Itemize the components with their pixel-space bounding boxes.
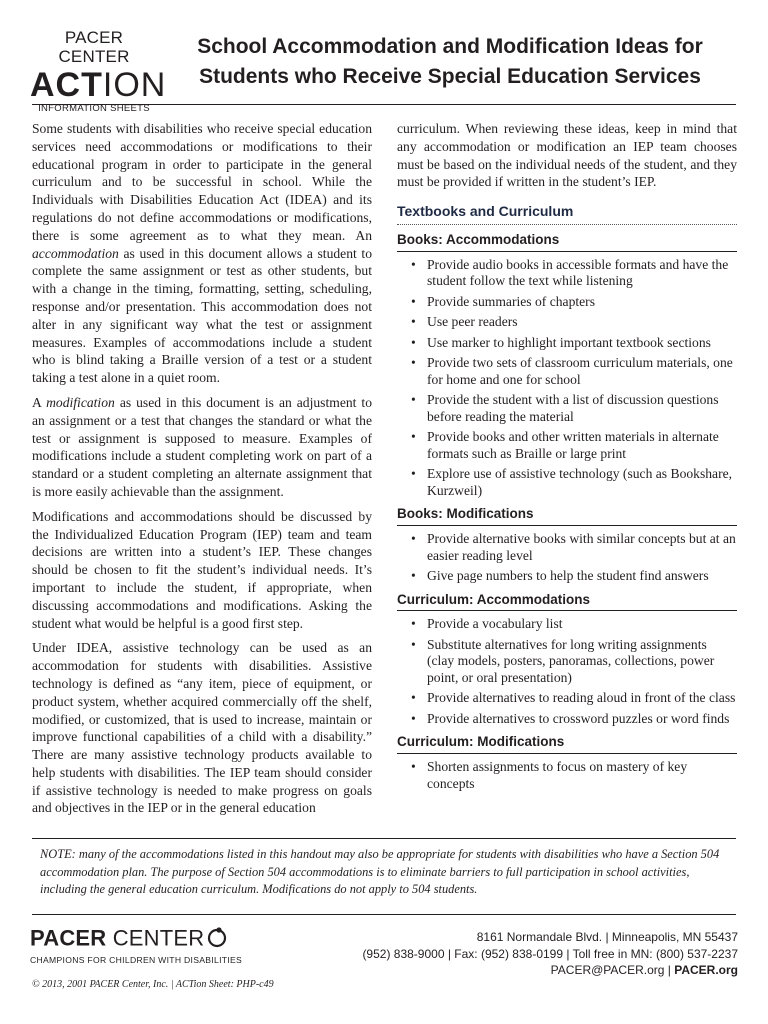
- list-item: • Provide alternatives to reading aloud in front of the class: [427, 690, 737, 707]
- subheading-curriculum-modifications: Curriculum: Modifications: [397, 733, 737, 754]
- iep-paragraph: Modifications and accommodations should be discussed by the Individualized Education Program (IEP) team and team decisions are written into a student’s IEP. These changes should be chosen to fit the student’s individual needs. It’s important to include the student, if appropriate, when discussing accommodations and modifications. Asking the student what would be helpful is a good first step.: [32, 508, 372, 631]
- list-item: • Provide alternatives to crossword puzzles or word finds: [427, 711, 737, 728]
- modification-text-b: as used in this document is an adjustment to an assignment or a test that changes the standard or what the test or assignment is supposed to measure. Examples of modifications include a student completing work on part of a standard or a student completing an alternate assignment that is more easily achievable than the assignment.: [32, 394, 372, 499]
- logo-tagline: CHAMPIONS FOR CHILDREN WITH DISABILITIES: [30, 955, 243, 965]
- left-column: [32, 120, 372, 824]
- intro-emphasis: accommodation: [32, 245, 119, 261]
- right-column: [397, 120, 737, 796]
- list-item: • Shorten assignments to focus on mastery of key concepts: [427, 759, 737, 792]
- pacer-center-logo: [30, 926, 242, 965]
- list-item: • Use peer readers: [427, 314, 737, 331]
- books-accommodations-list: [397, 257, 737, 500]
- modification-paragraph: [32, 394, 372, 501]
- subheading-books-accommodations: Books: Accommodations: [397, 231, 737, 252]
- list-item: • Provide books and other written materials in alternate formats such as Braille or large print: [427, 429, 737, 462]
- list-item: • Provide a vocabulary list: [427, 616, 737, 633]
- logo-wordmark: [30, 926, 242, 953]
- list-item: • Provide audio books in accessible formats and have the student follow the text while listening: [427, 257, 737, 290]
- contact-address: 8161 Normandale Blvd. | Minneapolis, MN 55437: [476, 930, 738, 944]
- logo-rest: CENTER: [106, 925, 205, 951]
- action-sheets-logo: [30, 28, 167, 114]
- list-item: • Give page numbers to help the student find answers: [427, 568, 737, 585]
- header-divider: [32, 104, 736, 105]
- list-item: • Provide alternative books with similar concepts but at an easier reading level: [427, 531, 737, 564]
- list-item: • Provide summaries of chapters: [427, 294, 737, 311]
- intro-text-a: Some students with disabilities who receive special education services need accommodations or modifications to their educational program in order to participate in the general curriculum and to be successful in school. While the Individuals with Disabilities Education Act (IDEA) and its regulations do not define accommodations or modifications, there is some agreement as to what they mean. An: [32, 121, 372, 243]
- list-item: • Provide the student with a list of discussion questions before reading the material: [427, 392, 737, 425]
- contact-info: [362, 929, 738, 979]
- contact-phones: (952) 838-9000 | Fax: (952) 838-0199 | Toll free in MN: (800) 537-2237: [362, 946, 738, 961]
- email-link[interactable]: PACER@PACER.org: [550, 963, 665, 977]
- intro-paragraph: [32, 120, 372, 387]
- contact-web: [362, 962, 738, 979]
- logo-bold: PACER: [30, 925, 107, 951]
- section-heading-textbooks: Textbooks and Curriculum: [397, 203, 737, 225]
- brand-org: PACER CENTER: [58, 28, 130, 66]
- note-divider-top: [32, 838, 736, 839]
- note-divider-bottom: [32, 914, 736, 915]
- subheading-curriculum-accommodations: Curriculum: Accommodations: [397, 591, 737, 612]
- assistive-technology-paragraph: Under IDEA, assistive technology can be used as an accommodation for students with disabilities. Assistive technology is defined as “any item, piece of equipment, or product system, whether acquired commercially off the shelf, modified, or customized, that is used to increase, maintain or improve functional capabilities of a child with a disability.” There are many assistive technology products available to help students with disabilities. The IEP team should consider if assistive technology is needed to make progress on goals and objectives in the IEP or in the general education: [32, 640, 372, 816]
- modification-text-a: A: [32, 394, 47, 410]
- pacer-emblem-icon: [206, 926, 228, 953]
- intro-text-b: as used in this document allows a student to complete the same assignment or test as other students, but with a change in the timing, formatting, setting, scheduling, response and/or presentation. This accommodation does not alter in any significant way what the test or assignment measures. Examples of accommodations include a student who is blind taking a Braille version of a test or a student taking a test alone in a quiet room.: [32, 245, 372, 386]
- brand-action: [30, 66, 167, 104]
- website-link[interactable]: PACER.org: [674, 963, 738, 977]
- page-title-line2: Students who Receive Special Education Services: [199, 65, 701, 88]
- list-item: • Use marker to highlight important textbook sections: [427, 335, 737, 352]
- modification-emphasis: modification: [46, 394, 115, 410]
- curriculum-modifications-list: [397, 759, 737, 792]
- books-modifications-list: [397, 531, 737, 585]
- section-504-note: NOTE: many of the accommodations listed in this handout may also be appropriate for students with disabilities who have a Section 504 accommodation plan. The purpose of Section 504 accommodations is to eliminate barriers to full participation in school activities, including the general education curriculum. Modifications do not apply to 504 students.: [40, 847, 720, 896]
- subheading-books-modifications: Books: Modifications: [397, 505, 737, 526]
- list-item: • Explore use of assistive technology (such as Bookshare, Kurzweil): [427, 466, 737, 499]
- brand-subtitle: INFORMATION SHEETS: [38, 103, 150, 114]
- list-item: • Substitute alternatives for long writing assignments (clay models, posters, panoramas, collections, power point, or oral presentation): [427, 637, 737, 687]
- list-item: • Provide two sets of classroom curriculum materials, one for home and one for school: [427, 355, 737, 388]
- page-title-line1: School Accommodation and Modification Ideas for: [197, 35, 703, 58]
- page-title: [170, 32, 730, 92]
- curriculum-accommodations-list: [397, 616, 737, 727]
- copyright-line: © 2013, 2001 PACER Center, Inc. | ACTion Sheet: PHP-c49: [32, 979, 274, 990]
- brand-action-bold: ACT: [30, 66, 103, 104]
- contact-separator: |: [664, 963, 675, 977]
- continued-paragraph: curriculum. When reviewing these ideas, keep in mind that any accommodation or modification an IEP team chooses must be based on the individual needs of the student, and they must be provided if written in the student’s IEP.: [397, 121, 737, 190]
- brand-action-rest: ION: [102, 66, 167, 104]
